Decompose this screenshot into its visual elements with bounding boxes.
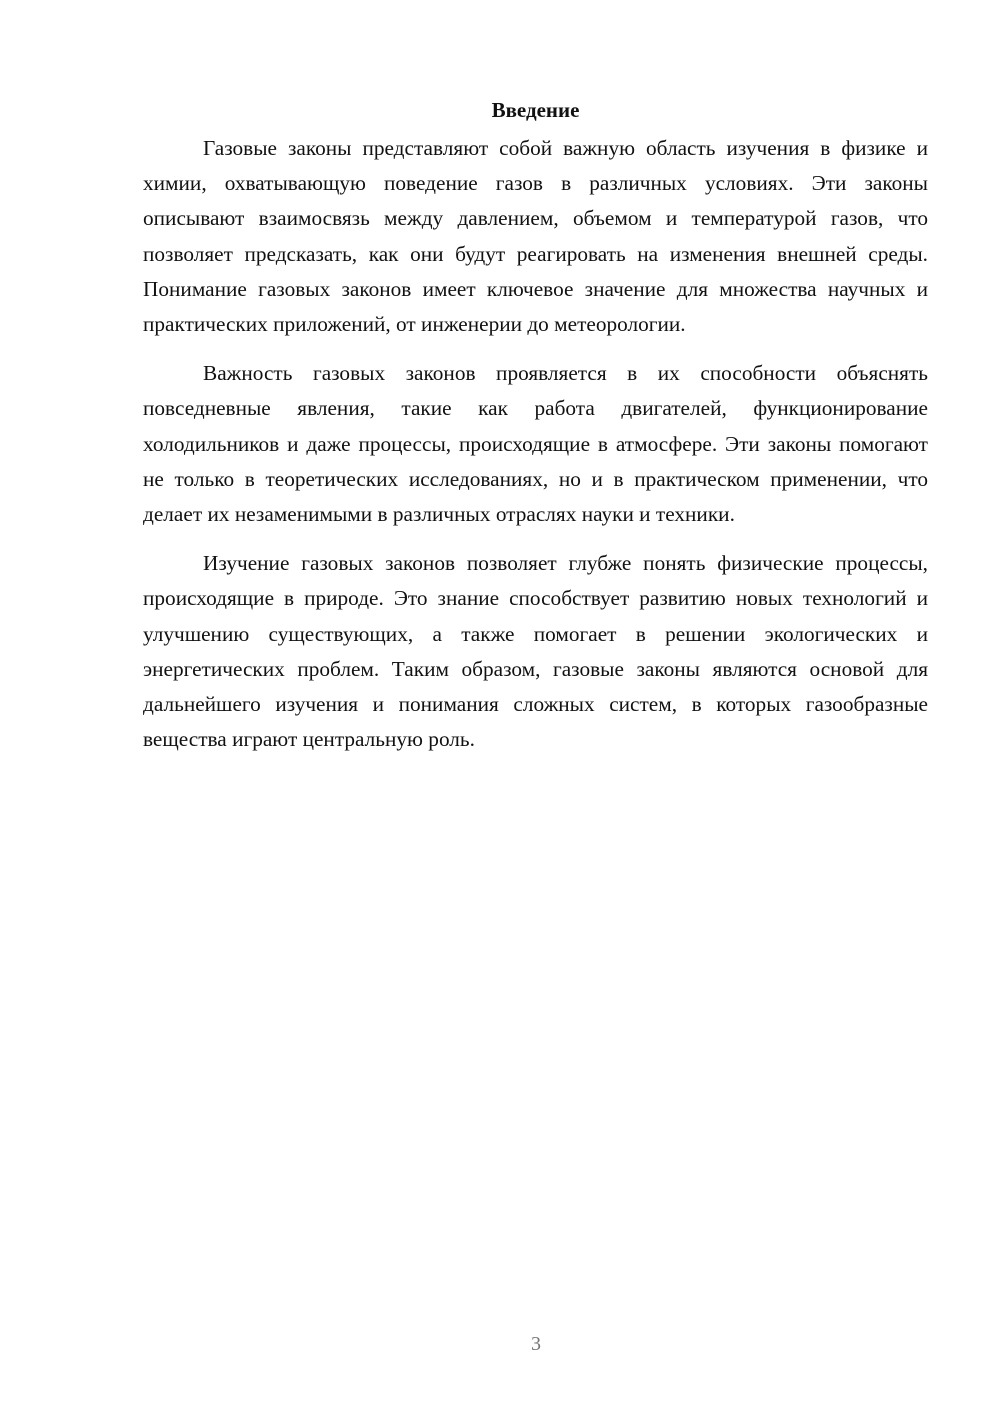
paragraph-1: Газовые законы представляют собой важную область изучения в физике и химии, охватывающую поведение газов в различных условиях. Эти законы описывают взаимосвязь между давлением, объемом и температурой газов, что позволяет предсказать, как они будут реагировать на изменения внешней среды. Понимание газовых законов имеет ключевое значение для множества научных и практических приложений, от инженерии до метеорологии. [143, 136, 928, 337]
page-content [143, 95, 928, 771]
paragraph-3: Изучение газовых законов позволяет глубже понять физические процессы, происходящие в природе. Это знание способствует развитию новых технологий и улучшению существующих, а также помогает в решении экологических и энергетических проблем. Таким образом, газовые законы являются основой для дальнейшего изучения и понимания сложных систем, в которых газообразные вещества играют центральную роль. [143, 551, 928, 752]
page-number: 3 [531, 1333, 541, 1355]
section-title: Введение [491, 98, 580, 122]
paragraph-2: Важность газовых законов проявляется в их способности объяснять повседневные явления, такие как работа двигателей, функционирование холодильников и даже процессы, происходящие в атмосфере. Эти законы помогают не только в теоретических исследованиях, но и в практическом применении, что делает их незаменимыми в различных отраслях науки и техники. [143, 361, 928, 527]
